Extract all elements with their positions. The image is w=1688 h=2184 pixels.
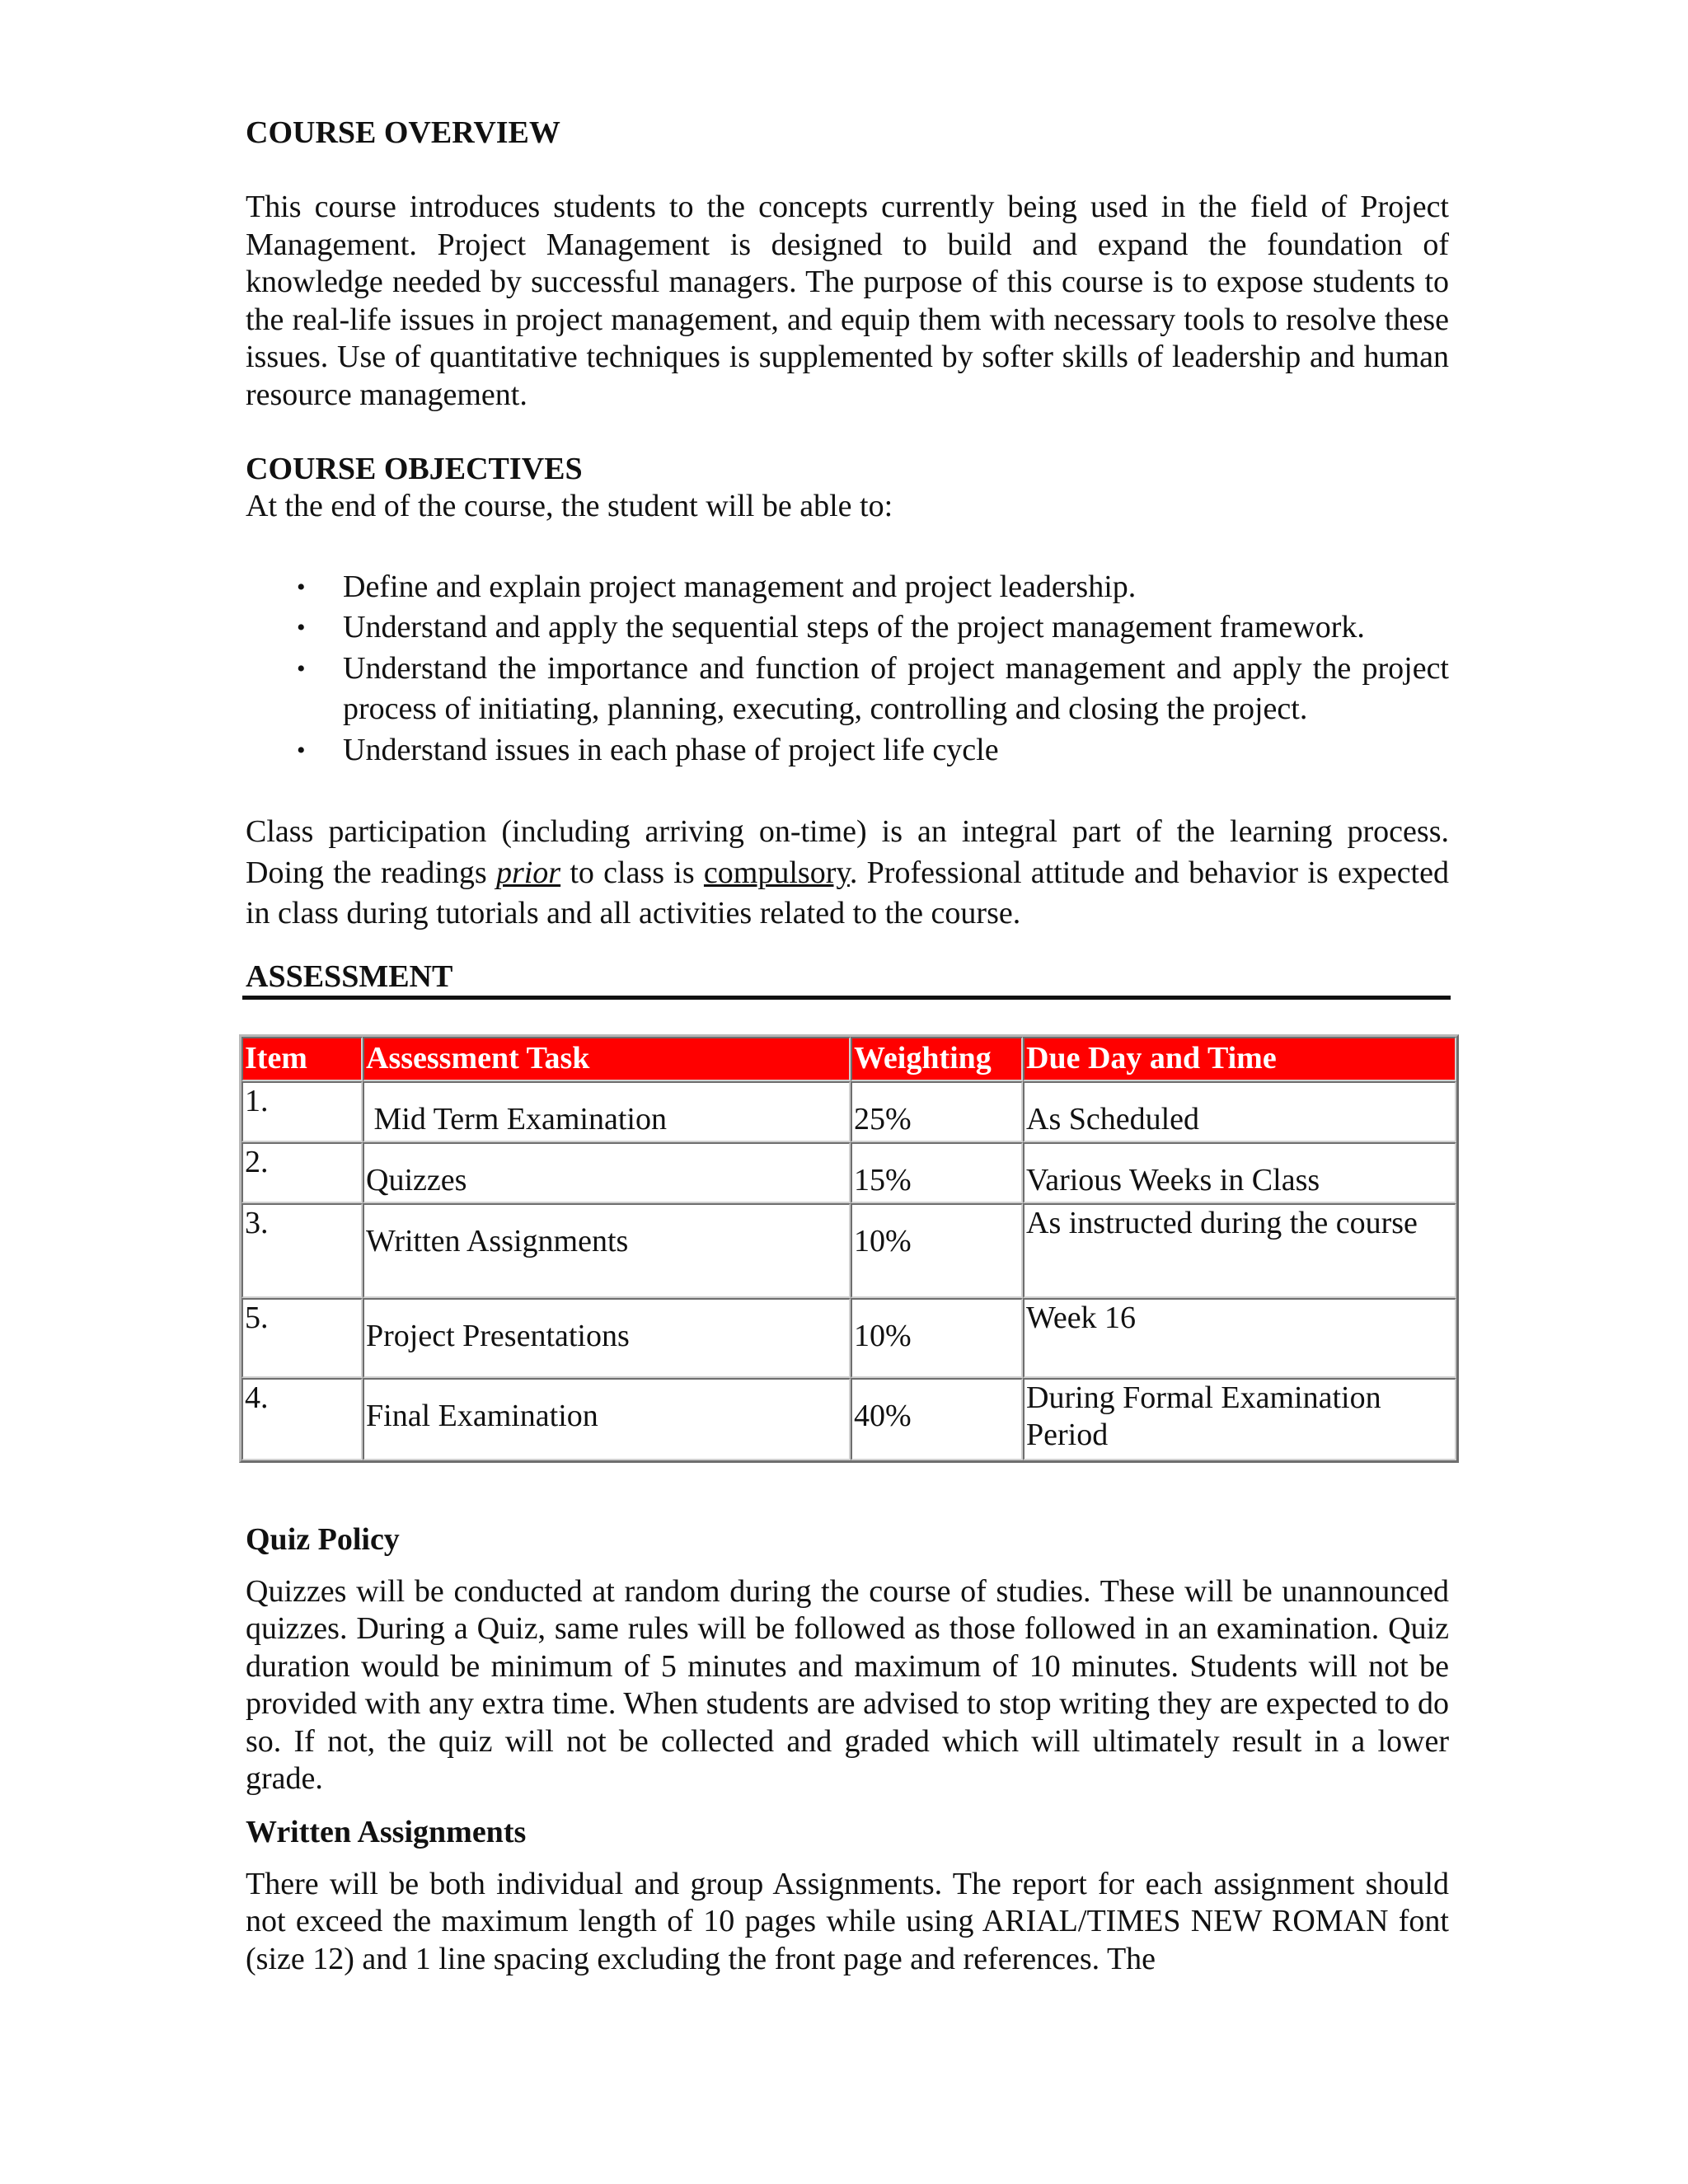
course-overview-text: This course introduces students to the concepts currently being used in the field of Project Management. Project Management is designed to build and expand the foundation of knowledge needed by successful managers. The purpose of this course is to expose students to the real-life issues in project management, and equip them with necessary tools to resolve these issues. Use of quantitative techniques is supplemented by softer skills of leadership and human resource management. (246, 190, 1449, 412)
course-overview-heading: COURSE OVERVIEW (246, 115, 560, 150)
written-assignments-text: There will be both individual and group Assignments. The report for each assignment should not exceed the maximum length of 10 pages while using ARIAL/TIMES NEW ROMAN font (size 12) and 1 line spacing excluding the front page and references. The (246, 1866, 1449, 1976)
course-objectives-heading: COURSE OBJECTIVES (246, 452, 583, 486)
cell-due: As instructed during the course (1023, 1203, 1456, 1298)
cell-task: Written Assignments (363, 1203, 851, 1298)
cell-task: Final Examination (363, 1378, 851, 1460)
objectives-list (246, 567, 1449, 771)
cell-weight: 25% (851, 1081, 1023, 1142)
table-header-row (241, 1037, 1456, 1081)
cell-item: 3. (241, 1203, 363, 1298)
bullet-icon: • (297, 573, 306, 601)
bullet-icon: • (297, 654, 306, 682)
table-row (241, 1298, 1456, 1378)
cell-weight: 40% (851, 1378, 1023, 1460)
column-header-due: Due Day and Time (1023, 1037, 1456, 1081)
table-row (241, 1081, 1456, 1142)
written-assignments-heading: Written Assignments (246, 1814, 527, 1849)
cell-due: Various Weeks in Class (1023, 1142, 1456, 1203)
quiz-policy-heading: Quiz Policy (246, 1521, 400, 1557)
cell-item: 4. (241, 1378, 363, 1460)
table-row (241, 1378, 1456, 1460)
compulsory-emphasis: compulsory (703, 855, 850, 890)
cell-item: 2. (241, 1142, 363, 1203)
cell-task: Mid Term Examination (363, 1081, 851, 1142)
cell-item: 1. (241, 1081, 363, 1142)
objective-item: • Define and explain project management and project leadership. (343, 567, 1449, 608)
participation-text: Class participation (including arriving on-time) is an integral part of the learning process. Doing the readings prior to class is compulsory. Professional attitude and behavior is expected in class during tutorials and all activities related to the course. (246, 814, 1449, 930)
cell-weight: 10% (851, 1298, 1023, 1378)
prior-emphasis: prior (495, 855, 561, 890)
assessment-heading: ASSESSMENT (246, 958, 453, 994)
table-row (241, 1142, 1456, 1203)
objective-item: • Understand and apply the sequential steps of the project management framework. (343, 607, 1449, 649)
cell-weight: 10% (851, 1203, 1023, 1298)
objective-item: • Understand issues in each phase of project life cycle (343, 730, 1449, 771)
cell-task: Project Presentations (363, 1298, 851, 1378)
objective-item: • Understand the importance and function of project management and apply the project process of initiating, planning, executing, controlling and closing the project. (343, 649, 1449, 730)
course-objectives-intro: At the end of the course, the student will be able to: (246, 489, 893, 523)
document-page (246, 114, 1449, 1978)
assessment-table (239, 1034, 1459, 1463)
bullet-icon: • (297, 614, 306, 641)
cell-due: Week 16 (1023, 1298, 1456, 1378)
quiz-policy-text: Quizzes will be conducted at random during the course of studies. These will be unannounced quizzes. During a Quiz, same rules will be followed as those followed in an examination. Quiz duration would be minimum of 5 minutes and maximum of 10 minutes. Students will not be provided with any extra time. When students are advised to stop writing they are expected to do so. If not, the quiz will not be collected and graded which will ultimately result in a lower grade. (246, 1573, 1449, 1796)
cell-weight: 15% (851, 1142, 1023, 1203)
column-header-task: Assessment Task (363, 1037, 851, 1081)
cell-due: During Formal Examination Period (1023, 1378, 1456, 1460)
cell-item: 5. (241, 1298, 363, 1378)
column-header-item: Item (241, 1037, 363, 1081)
cell-due: As Scheduled (1023, 1081, 1456, 1142)
cell-task: Quizzes (363, 1142, 851, 1203)
bullet-icon: • (297, 736, 306, 764)
column-header-weighting: Weighting (851, 1037, 1023, 1081)
table-row (241, 1203, 1456, 1298)
